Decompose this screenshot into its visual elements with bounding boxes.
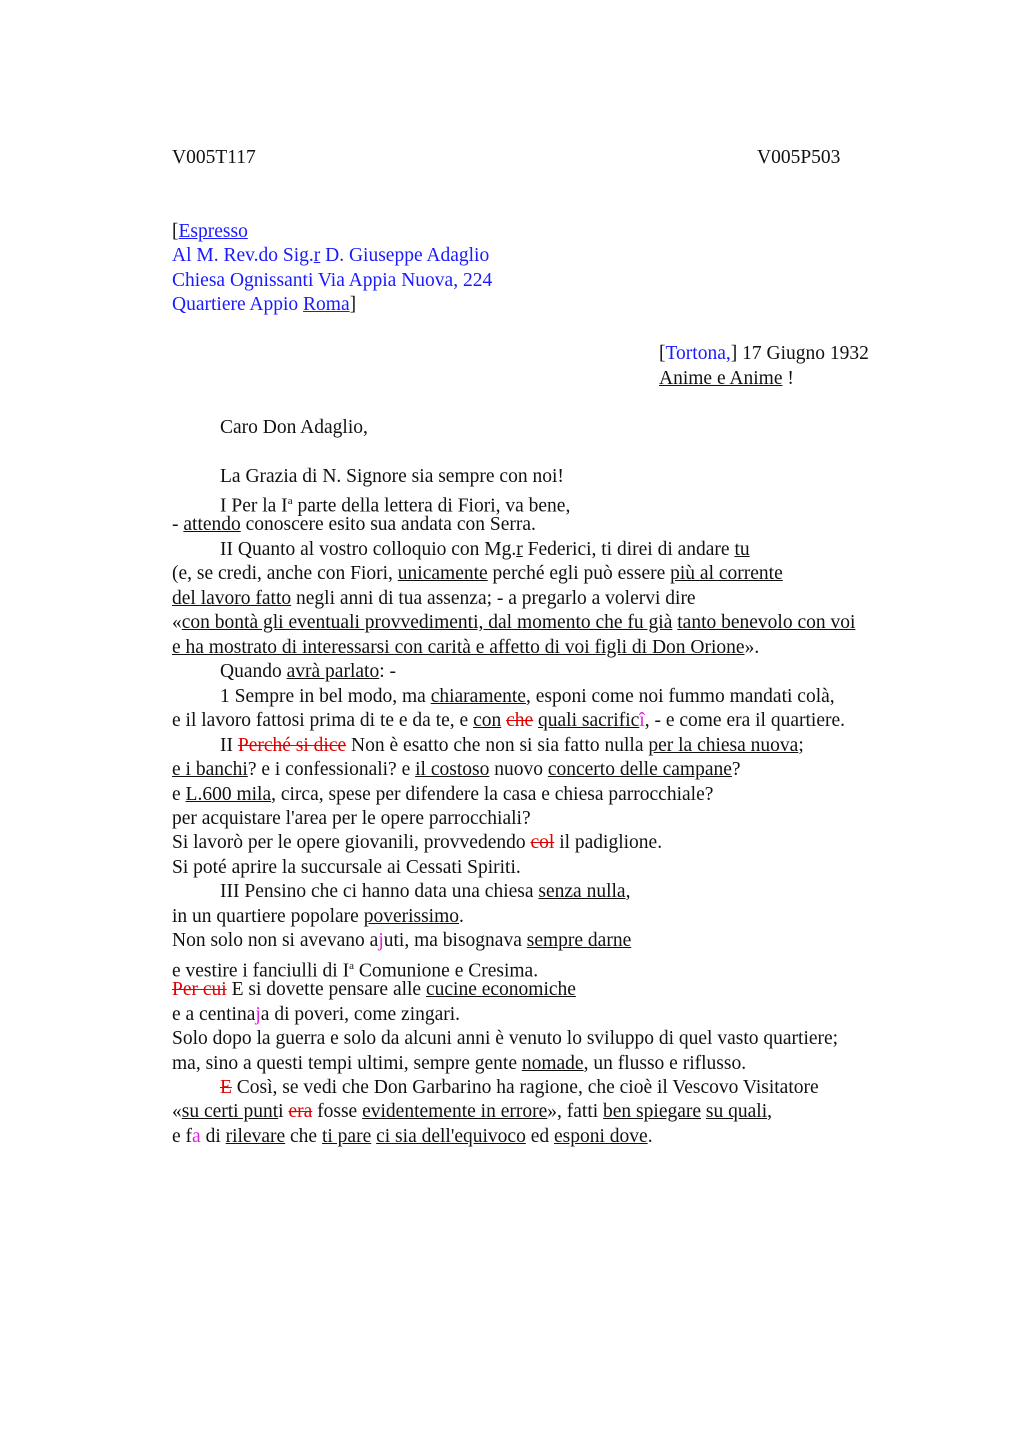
body-line: «su certi punti era fosse evidentemente in errore», fatti ben spiegare su quali, (172, 1101, 772, 1122)
body-line: Si poté aprire la succursale ai Cessati Spiriti. (172, 857, 521, 878)
body-line: 1 Sempre in bel modo, ma chiaramente, esponi come noi fummo mandati colà, (220, 686, 835, 707)
body-line: del lavoro fatto negli anni di tua assenza; - a pregarlo a volervi dire (172, 588, 696, 609)
body-line: e il lavoro fattosi prima di te e da te, e con che quali sacrificî, - e come era il quartiere. (172, 710, 846, 731)
body-line: e vestire i fanciulli di $I^a$ Comunione e Cresima. (172, 960, 539, 982)
archive-code-right: V005P503 (757, 147, 841, 168)
body-line: Non solo non si avevano ajuti, ma bisognava sempre darne (172, 930, 632, 951)
body-line: I Per la $I^a$ parte della lettera di Fiori, va bene, (220, 495, 571, 517)
body-line: per acquistare l'area per le opere parrocchiali? (172, 808, 531, 829)
body-line: Quando avrà parlato: - (220, 661, 396, 682)
address-line-4: Quartiere Appio Roma] (172, 294, 357, 315)
letter-date: [Tortona,] 17 Giugno 1932 (659, 343, 869, 364)
body-line: e ha mostrato di interessarsi con carità e affetto di voi figli di Don Orione». (172, 637, 760, 658)
body-line: e a centinaja di poveri, come zingari. (172, 1004, 461, 1025)
salutation: Caro Don Adaglio, (220, 417, 368, 438)
body-line: La Grazia di N. Signore sia sempre con noi! (220, 466, 564, 487)
body-line: Si lavorò per le opere giovanili, provvedendo col il padiglione. (172, 832, 663, 853)
address-line-3: Chiesa Ognissanti Via Appia Nuova, 224 (172, 270, 493, 291)
body-line: e i banchi? e i confessionali? e il costoso nuovo concerto delle campane? (172, 759, 741, 780)
body-line: ma, sino a questi tempi ultimi, sempre gente nomade, un flusso e riflusso. (172, 1053, 747, 1074)
body-line: II Quanto al vostro colloquio con Mg.r Federici, ti direi di andare tu (220, 539, 750, 560)
body-line: e fa di rilevare che ti pare ci sia dell'equivoco ed esponi dove. (172, 1126, 653, 1147)
letter-motto: Anime e Anime ! (659, 368, 794, 389)
address-line-1: [Espresso (172, 221, 248, 242)
body-line: E Così, se vedi che Don Garbarino ha ragione, che cioè il Vescovo Visitatore (220, 1077, 819, 1098)
archive-code-left: V005T117 (172, 147, 256, 168)
body-line: III Pensino che ci hanno data una chiesa senza nulla, (220, 881, 631, 902)
body-line: «con bontà gli eventuali provvedimenti, dal momento che fu già tanto benevolo con voi (172, 612, 856, 633)
body-line: in un quartiere popolare poverissimo. (172, 906, 464, 927)
body-line: II Perché si dice Non è esatto che non si sia fatto nulla per la chiesa nuova; (220, 735, 804, 756)
body-line: Solo dopo la guerra e solo da alcuni anni è venuto lo sviluppo di quel vasto quartiere; (172, 1028, 839, 1049)
body-line: e L.600 mila, circa, spese per difendere la casa e chiesa parrocchiale? (172, 784, 714, 805)
address-line-2: Al M. Rev.do Sig.r D. Giuseppe Adaglio (172, 245, 490, 266)
body-line: - attendo conoscere esito sua andata con Serra. (172, 514, 536, 535)
body-line: Per cui E si dovette pensare alle cucine economiche (172, 979, 576, 1000)
body-line: (e, se credi, anche con Fiori, unicamente perché egli può essere più al corrente (172, 563, 783, 584)
